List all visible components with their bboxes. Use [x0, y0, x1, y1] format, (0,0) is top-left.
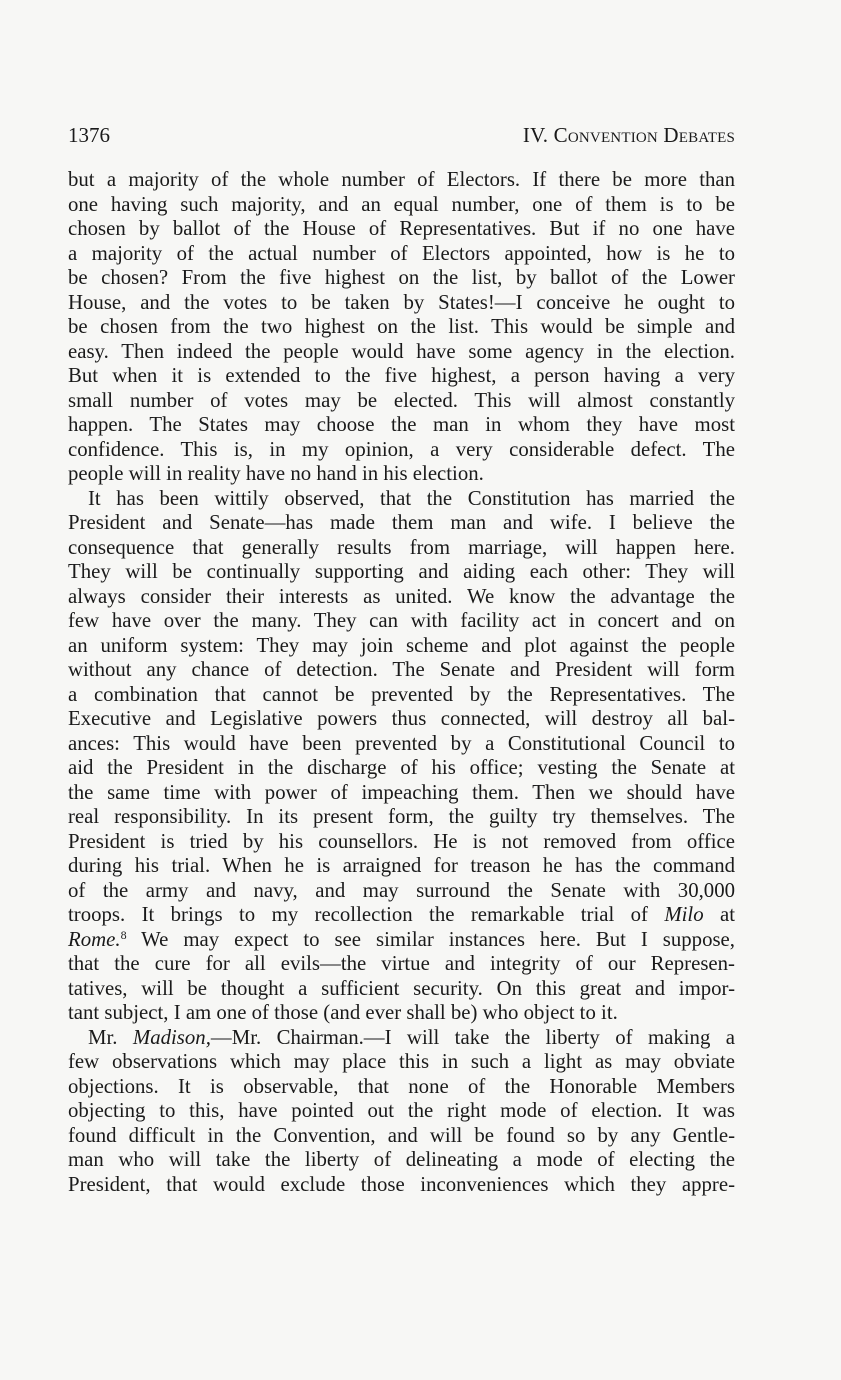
- text-line: tant subject, I am one of those (and ever shall be) who object to it.: [68, 1001, 618, 1024]
- text-line-milo: [68, 903, 735, 928]
- text-line: objecting to this, have pointed out the right mode of election. It was: [68, 1099, 735, 1122]
- text-line: President, that would exclude those inconveniences which they appre-: [68, 1172, 735, 1196]
- text-line: confidence. This is, in my opinion, a very considerable defect. The: [68, 437, 735, 461]
- text-line: people will in reality have no hand in his election.: [68, 462, 484, 485]
- text-line: a combination that cannot be prevented by the Representatives. The: [68, 682, 735, 706]
- paragraph-first-line: [68, 1026, 735, 1051]
- text-line-rome: [68, 928, 735, 953]
- page-number: 1376: [68, 123, 110, 147]
- text-line: found difficult in the Convention, and will be found so by any Gentle-: [68, 1123, 735, 1147]
- text-line: President is tried by his counsellors. He is not removed from office: [68, 829, 735, 853]
- running-head: [68, 120, 735, 150]
- text-line: tatives, will be thought a sufficient security. On this great and impor-: [68, 976, 735, 1000]
- text-line: aid the President in the discharge of his office; vesting the Senate at: [68, 756, 735, 779]
- text-fragment: at: [703, 903, 735, 926]
- text-fragment: troops. It brings to my recollection the remarkable trial of: [68, 903, 648, 926]
- italic-name-milo: Milo: [664, 903, 704, 926]
- speaker-title: Mr.: [88, 1025, 118, 1049]
- text-line: that the cure for all evils—the virtue and integrity of our Represen-: [68, 952, 735, 975]
- text-line: real responsibility. In its present form, the guilty try themselves. The: [68, 805, 735, 828]
- text-line: ances: This would have been prevented by a Constitutional Council to: [68, 731, 735, 755]
- text-line: few observations which may place this in such a light as may obviate: [68, 1050, 735, 1073]
- text-line: President and Senate—has made them man and wife. I believe the: [68, 511, 735, 534]
- text-line: easy. Then indeed the people would have some agency in the election.: [68, 339, 735, 363]
- text-line: chosen by ballot of the House of Representatives. But if no one have: [68, 217, 735, 240]
- text-line: but a majority of the whole number of Electors. If there be more than: [68, 168, 735, 191]
- text-line: House, and the votes to be taken by States!—I conceive he ought to: [68, 290, 735, 314]
- text-line: be chosen from the two highest on the list. This would be simple and: [68, 315, 735, 338]
- text-line: few have over the many. They can with facility act in concert and on: [68, 609, 735, 632]
- footnote-marker: 8: [120, 927, 127, 942]
- text-line: always consider their interests as united. We know the advantage the: [68, 584, 735, 608]
- text-line: They will be continually supporting and aiding each other: They will: [68, 560, 735, 583]
- text-fragment: We may expect to see similar instances here. But I suppose,: [126, 927, 735, 951]
- body-text: [68, 168, 735, 1197]
- paragraph-first-line: It has been wittily observed, that the Constitution has married the: [88, 486, 735, 510]
- section-title: IV. Convention Debates: [522, 123, 735, 147]
- text-line: happen. The States may choose the man in whom they have most: [68, 413, 735, 436]
- speaker-name: Madison,: [132, 1025, 211, 1049]
- text-line: consequence that generally results from marriage, will happen here.: [68, 535, 735, 559]
- text-line: one having such majority, and an equal number, one of them is to be: [68, 192, 735, 216]
- text-line: small number of votes may be elected. This will almost constantly: [68, 388, 735, 412]
- text-line: the same time with power of impeaching them. Then we should have: [68, 780, 735, 804]
- text-line: man who will take the liberty of delineating a mode of electing the: [68, 1148, 735, 1171]
- italic-name-rome: Rome.: [68, 927, 121, 951]
- text-line: be chosen? From the five highest on the list, by ballot of the Lower: [68, 266, 735, 289]
- text-line: a majority of the actual number of Electors appointed, how is he to: [68, 241, 735, 265]
- text-line: Executive and Legislative powers thus connected, will destroy all bal-: [68, 707, 735, 730]
- text-line: an uniform system: They may join scheme and plot against the people: [68, 633, 735, 657]
- text-line: without any chance of detection. The Senate and President will form: [68, 658, 735, 681]
- text-line: of the army and navy, and may surround the Senate with 30,000: [68, 878, 735, 902]
- text-line: objections. It is observable, that none of the Honorable Members: [68, 1074, 735, 1098]
- text-line: But when it is extended to the five highest, a person having a very: [68, 364, 735, 387]
- text-line: during his trial. When he is arraigned for treason he has the command: [68, 854, 735, 877]
- text-fragment: —Mr. Chairman.—I will take the liberty of making a: [210, 1025, 735, 1049]
